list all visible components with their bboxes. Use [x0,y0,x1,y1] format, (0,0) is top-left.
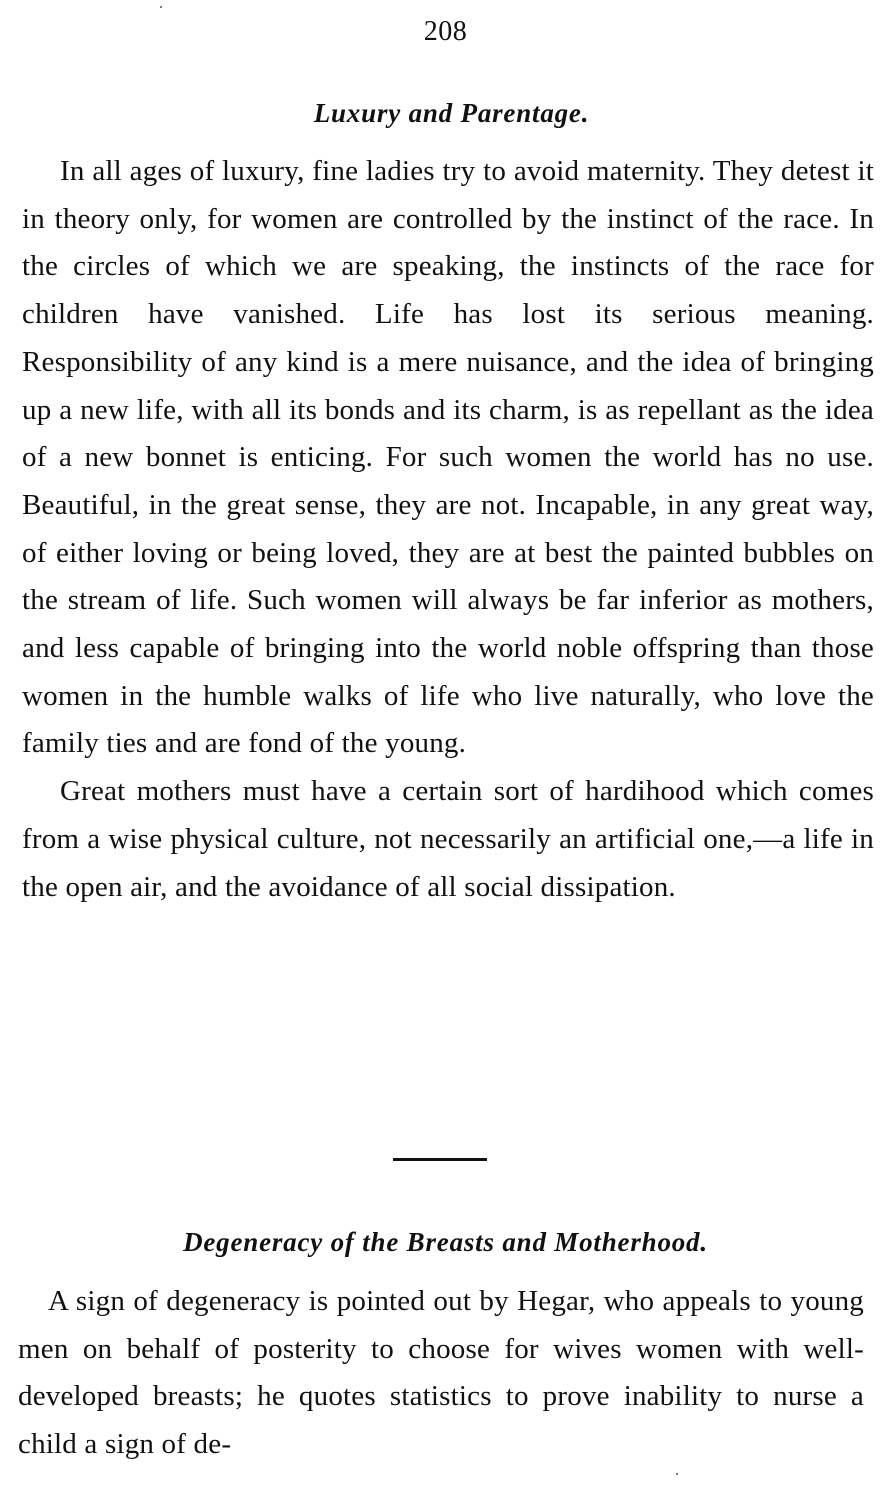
paragraph: Great mothers must have a certain sort of hardihood which comes from a wise physical culture, not necessarily an artificial one,—a life in the open air, and the avoidance of all social dissipation. [22,775,874,903]
page-number: 208 [423,16,468,47]
section-divider [393,1158,487,1161]
section-heading-luxury: Luxury and Parentage. [313,98,590,128]
print-speck [160,6,162,8]
section-heading-degeneracy: Degeneracy of the Breasts and Motherhood. [183,1227,708,1257]
section-luxury-body [22,148,874,911]
paragraph: A sign of degeneracy is pointed out by Hegar, who appeals to young men on behalf of posterity to choose for wives women with well-developed breasts; he quotes statistics to prove inability to nurse a child a sign of de- [18,1285,864,1460]
section-degeneracy-body [18,1278,864,1468]
paragraph: In all ages of luxury, fine ladies try to avoid maternity. They detest it in theory only, for women are controlled by the instinct of the race. In the circles of which we are speaking, the instincts of the race for children have vanished. Life has lost its serious meaning. Responsibility of any kind is a mere nuisance, and the idea of bringing up a new life, with all its bonds and its charm, is as repellant as the idea of a new bonnet is enticing. For such women the world has no use. Beautiful, in the great sense, they are not. Incapable, in any great way, of either loving or being loved, they are at best the painted bubbles on the stream of life. Such women will always be far inferior as mothers, and less capable of bringing into the world noble offspring than those women in the humble walks of life who live naturally, who love the family ties and are fond of the young. [22,155,874,760]
print-speck [676,1473,678,1475]
